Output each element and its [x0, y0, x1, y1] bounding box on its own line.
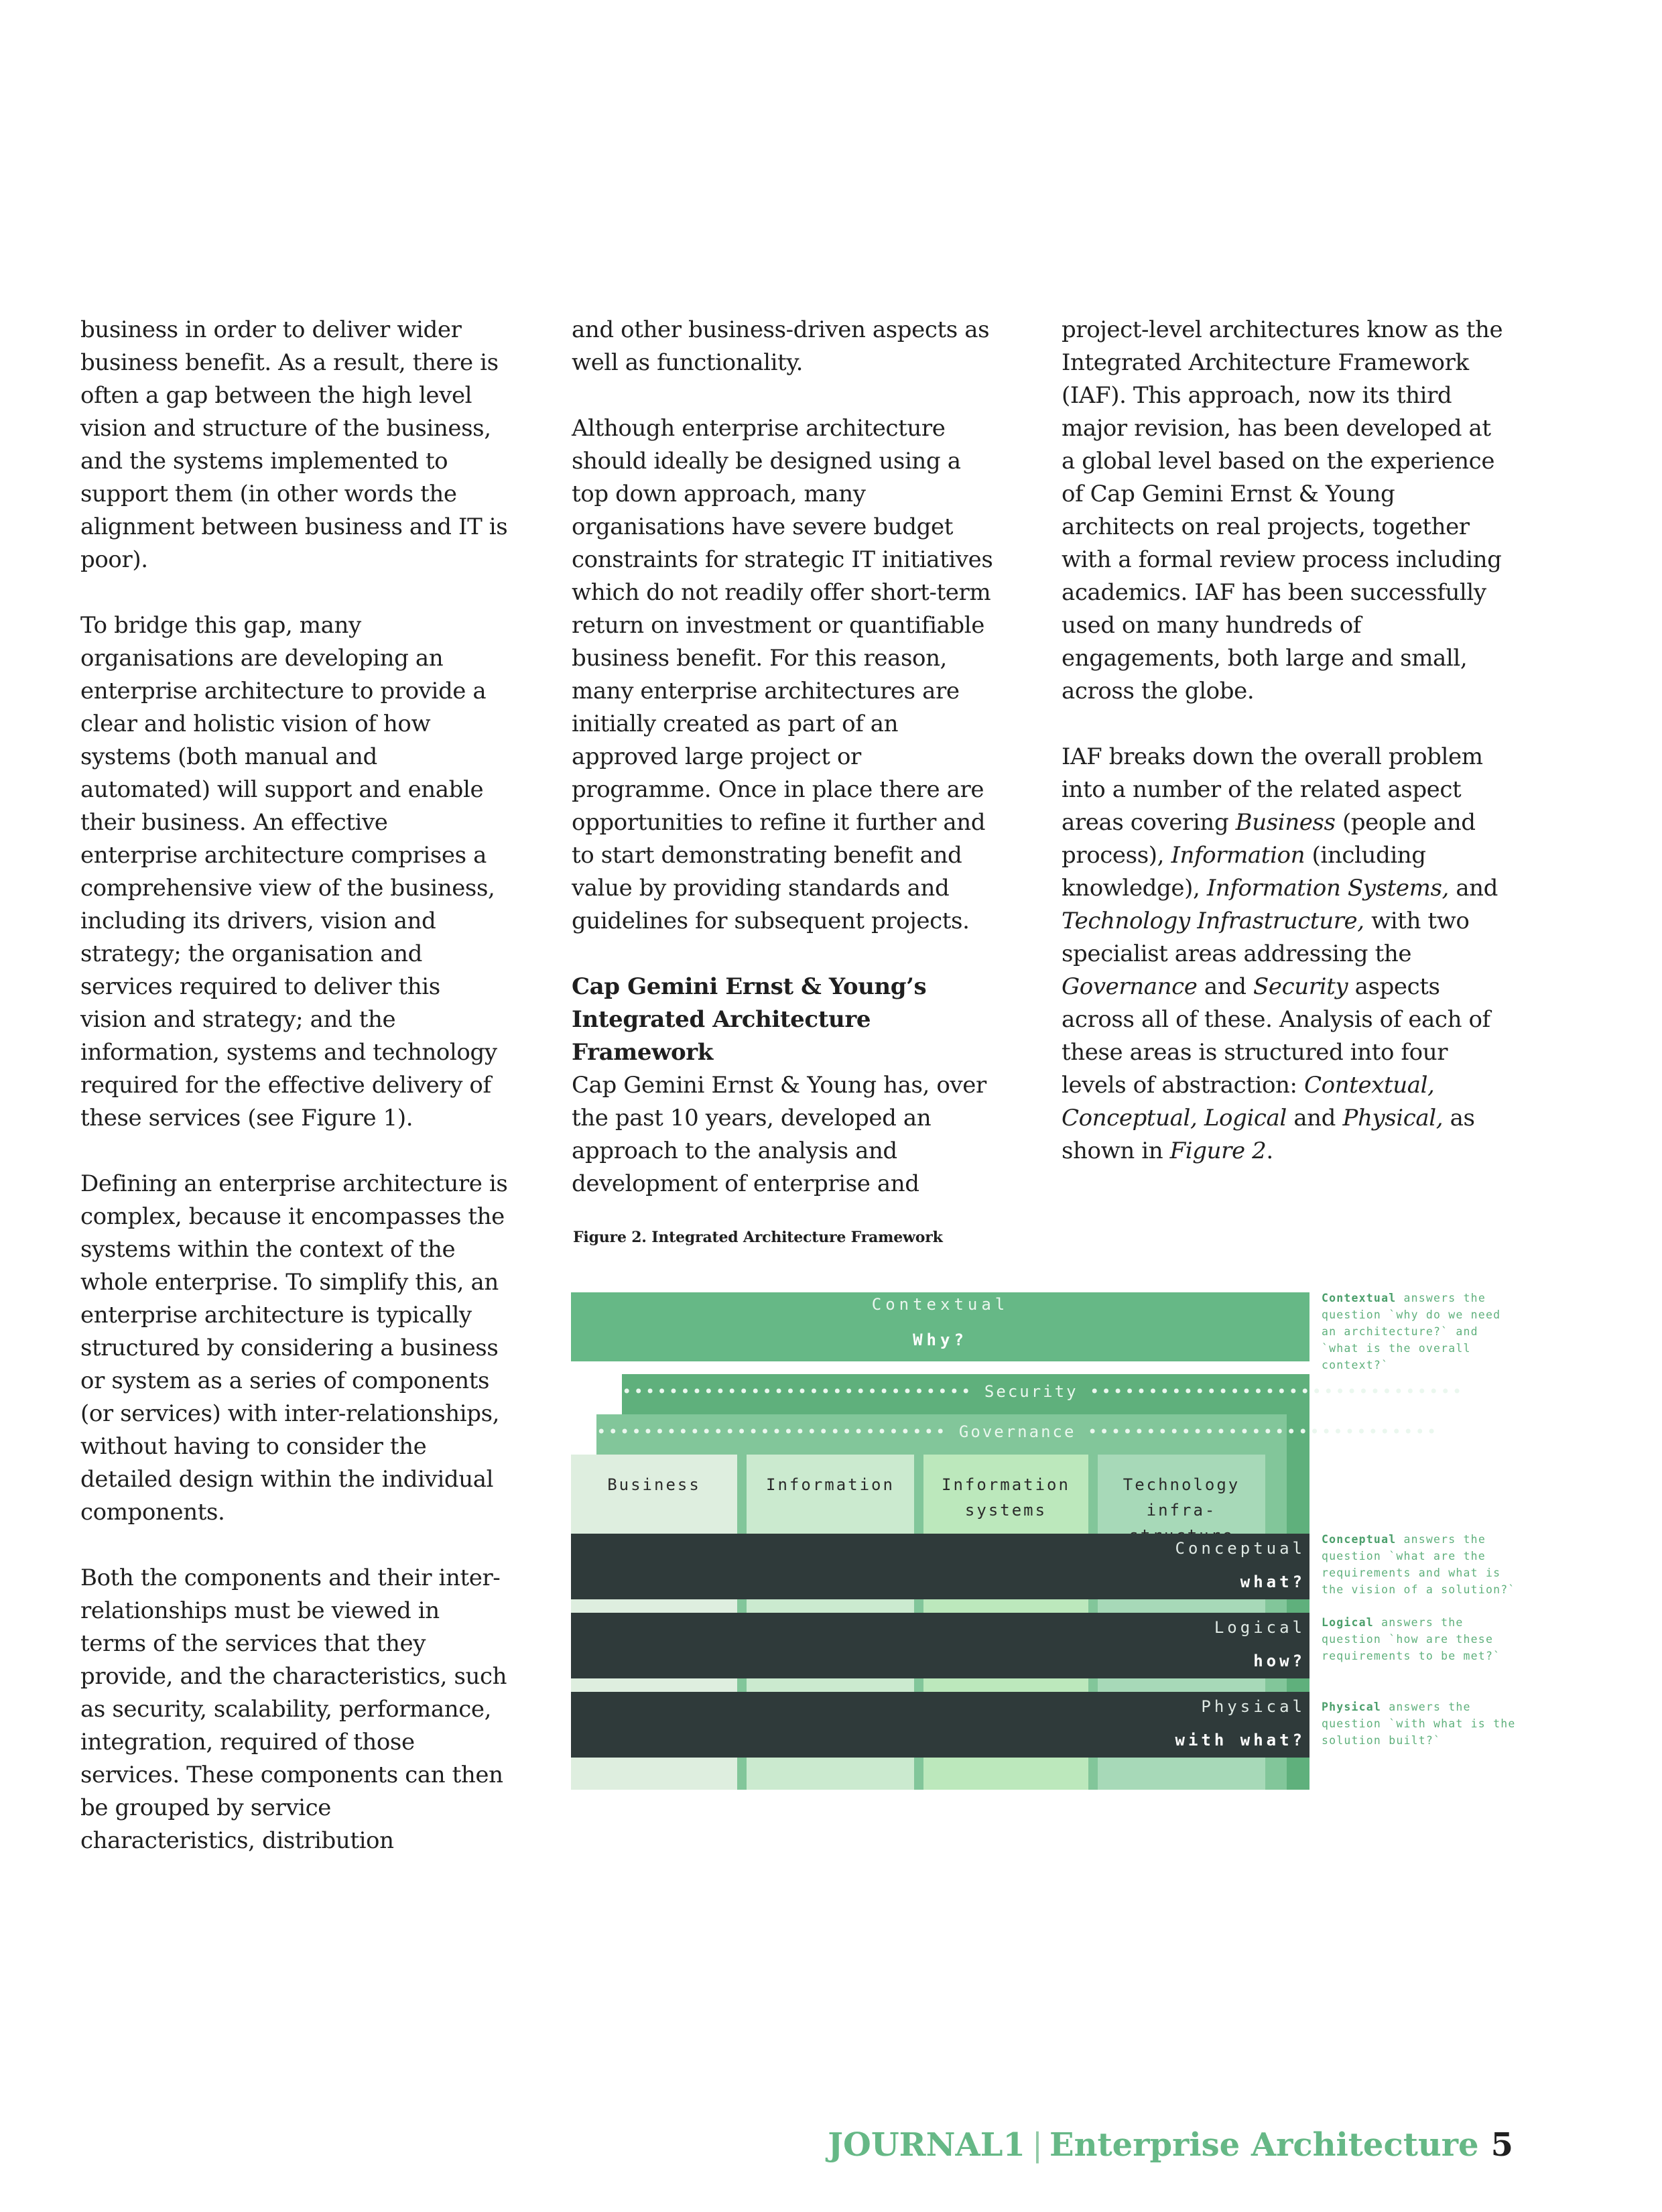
footer-separator: | [1031, 2126, 1043, 2164]
note-text: answers the question `how are these requirements to be met?` [1322, 1616, 1501, 1662]
area-label-line: systems [964, 1501, 1047, 1520]
figure-caption: Figure 2. Integrated Architecture Framework [573, 1229, 943, 1246]
column-3 [1062, 314, 1504, 1201]
logical-band [571, 1613, 1309, 1678]
term-technology-infrastructure: Technology Infrastructure, [1062, 908, 1364, 934]
area-label-line: Information [766, 1475, 895, 1494]
paragraph: and other business-driven aspects as well as functionality. [572, 316, 990, 376]
text-run: . [1266, 1138, 1273, 1164]
conceptual-question: what? [1240, 1573, 1305, 1591]
term-information: Information [1171, 842, 1305, 869]
note-contextual [1322, 1290, 1523, 1373]
text-run: with two specialist areas addressing the [1062, 908, 1470, 967]
note-term: Physical [1322, 1701, 1382, 1713]
page-footer [828, 2126, 1513, 2164]
note-physical [1322, 1699, 1523, 1749]
note-conceptual [1322, 1531, 1523, 1598]
term-business: Business [1235, 809, 1336, 836]
area-label-line: Information [942, 1475, 1070, 1494]
text-run: and [1448, 875, 1498, 902]
term-security: Security [1253, 973, 1348, 1000]
note-term: Logical [1322, 1616, 1374, 1629]
area-label-line: infra- [1146, 1501, 1217, 1520]
physical-question: with what? [1175, 1731, 1305, 1749]
text-run: (including knowledge), [1062, 842, 1426, 902]
term-levels: Contextual, Conceptual, Logical [1062, 1072, 1435, 1131]
note-term: Conceptual [1322, 1533, 1397, 1546]
text-run: (people and process), [1062, 809, 1476, 869]
section-heading: Cap Gemini Ernst & Young’s Integrated Architecture Framework [572, 973, 927, 1066]
journal-name: JOURNAL1 [828, 2126, 1025, 2164]
paragraph: Both the components and their inter-relationships must be viewed in terms of the services that they provide, and the characteristics, such as security, scalability, performance, integration, required of those services. These components can then be grouped by service characteristics, distribution [80, 1564, 507, 1854]
contextual-question: Why? [913, 1331, 968, 1349]
conceptual-label: Conceptual [1175, 1539, 1305, 1558]
note-text: answers the question `what are the requirements and what is the vision of a solution?` [1322, 1533, 1516, 1596]
note-text: answers the question `why do we need an architecture?` and `what is the overall context?` [1322, 1292, 1501, 1371]
paragraph: project-level architectures know as the Integrated Architecture Framework (IAF). This approach, now its third major revision, has been developed at a global level based on the experience of Cap Gemini Ernst & Young architects on real projects, together with a formal review process including academics. IAF has been successfully used on many hundreds of engagements, both large and small, across the globe. [1062, 316, 1503, 704]
logical-question: how? [1253, 1652, 1305, 1670]
paragraph: Although enterprise architecture should ideally be designed using a top down approach, many organisations have severe budget constraints for strategic IT initiatives which do not readily offer short-term return on investment or quantifiable business benefit. For this reason, many enterprise architectures are initially created as part of an approved large project or programme. Once in place there are opportunities to refine it further and to start demonstrating benefit and value by providing standards and guidelines for subsequent projects. [572, 415, 993, 934]
page-number: 5 [1490, 2126, 1513, 2164]
security-label: •••••••••••••••••••••••••••••• Security •••••••••••••••••••••••••••••••• [622, 1382, 1464, 1401]
figure-reference: Figure 2 [1169, 1138, 1267, 1164]
column-2 [572, 314, 1001, 1233]
area-label-business [571, 1472, 737, 1497]
text-run: as shown in [1062, 1105, 1475, 1164]
area-label-information-systems [923, 1472, 1088, 1523]
note-text: answers the question `with what is the solution built?` [1322, 1701, 1516, 1747]
paragraph: business in order to deliver wider business benefit. As a result, there is often a gap between the high level vision and structure of the business, and the systems implemented to support them (in other words the alignment between business and IT is poor). [80, 316, 508, 573]
term-governance: Governance [1062, 973, 1198, 1000]
text-run: aspects across all of these. Analysis of each of these areas is structured into four levels of abstraction: [1062, 973, 1490, 1099]
section-name: Enterprise Architecture [1049, 2126, 1479, 2164]
paragraph: To bridge this gap, many organisations are developing an enterprise architecture to provide a clear and holistic vision of how systems (both manual and automated) will support and enable their business. An effective enterprise architecture comprises a comprehensive view of the business, including its drivers, vision and strategy; the organisation and services required to deliver this vision and strategy; and the information, systems and technology required for the effective delivery of these services (see Figure 1). [80, 612, 497, 1131]
area-label-line: Business [607, 1475, 701, 1494]
logical-label: Logical [1214, 1618, 1305, 1637]
term-physical: Physical, [1342, 1105, 1444, 1131]
text-run: IAF breaks down the overall problem into a number of the related aspect areas covering [1062, 743, 1483, 836]
paragraph: Defining an enterprise architecture is complex, because it encompasses the systems within the context of the whole enterprise. To simplify this, an enterprise architecture is typically structured by considering a business or system as a series of components (or services) with inter-relationships, without having to consider the detailed design within the individual components. [80, 1170, 508, 1526]
column-1 [80, 314, 509, 1890]
physical-label: Physical [1201, 1697, 1305, 1716]
paragraph: Cap Gemini Ernst & Young has, over the past 10 years, developed an approach to the analysis and development of enterprise and [572, 1072, 986, 1197]
governance-label: •••••••••••••••••••••••••••••• Governance •••••••••••••••••••••••••••••• [596, 1422, 1439, 1441]
contextual-label: Contextual [871, 1295, 1009, 1314]
term-information-systems: Information Systems, [1206, 875, 1449, 902]
text-run: and [1286, 1105, 1343, 1131]
area-label-line: Technology [1123, 1475, 1240, 1494]
text-run: and [1197, 973, 1254, 1000]
paragraph [1062, 741, 1504, 1168]
note-logical [1322, 1614, 1523, 1664]
area-label-information [747, 1472, 914, 1497]
note-term: Contextual [1322, 1292, 1397, 1304]
